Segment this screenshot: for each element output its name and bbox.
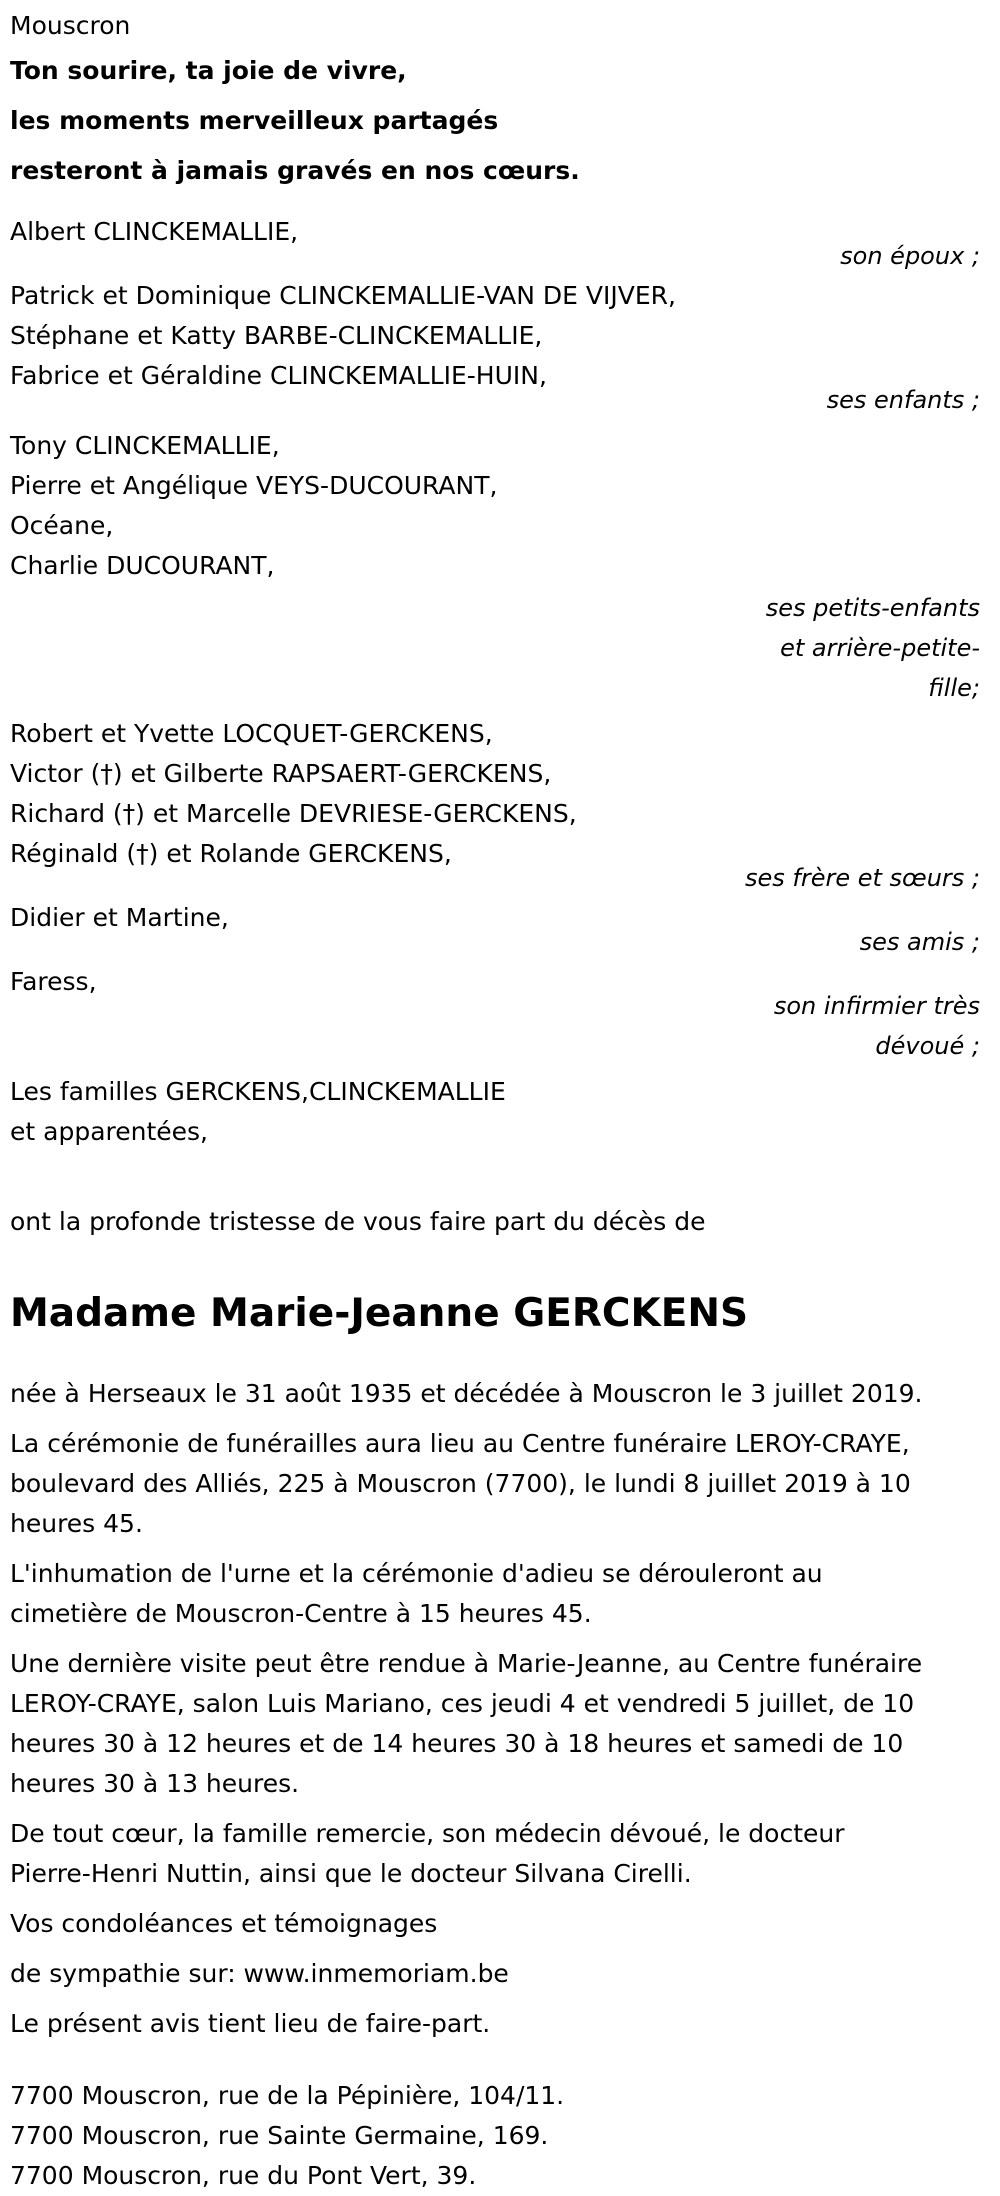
family-name: et apparentées, xyxy=(10,1117,208,1146)
obituary-page xyxy=(0,6,1000,2190)
inhumation-paragraph xyxy=(10,1554,990,1634)
family-name: Robert et Yvette LOCQUET-GERCKENS, xyxy=(10,719,493,748)
address-list xyxy=(10,2076,990,2196)
family-name: Richard (†) et Marcelle DEVRIESE-GERCKENS, xyxy=(10,799,577,828)
relation-label: ses amis ; xyxy=(859,928,980,956)
deceased-name: Madame Marie-Jeanne GERCKENS xyxy=(10,1291,749,1336)
relation-label: ses frère et sœurs ; xyxy=(744,864,980,892)
paragraph-line: heures 30 à 13 heures. xyxy=(10,1769,300,1798)
thanks-paragraph xyxy=(10,1814,990,1894)
family-name: Didier et Martine, xyxy=(10,903,229,932)
paragraph-line: heures 30 à 12 heures et de 14 heures 30 à 18 heures et samedi de 10 xyxy=(10,1729,904,1758)
family-siblings xyxy=(10,714,990,898)
address-line: 7700 Mouscron, rue Sainte Germaine, 169. xyxy=(10,2121,549,2150)
family-name: Réginald (†) et Rolande GERCKENS, xyxy=(10,839,452,868)
paragraph-line: cimetière de Mouscron-Centre à 15 heures 45. xyxy=(10,1599,592,1628)
family-name: Stéphane et Katty BARBE-CLINCKEMALLIE, xyxy=(10,321,543,350)
relation-label xyxy=(10,588,990,708)
family-name: Tony CLINCKEMALLIE, xyxy=(10,431,280,460)
paragraph-line: La cérémonie de funérailles aura lieu au Centre funéraire LEROY-CRAYE, xyxy=(10,1429,910,1458)
ceremony-paragraph xyxy=(10,1424,990,1544)
family-children xyxy=(10,276,990,420)
address-line: 7700 Mouscron, rue du Pont Vert, 39. xyxy=(10,2161,477,2190)
announcement-text: ont la profonde tristesse de vous faire part du décès de xyxy=(10,1207,706,1236)
relation-label xyxy=(10,986,990,1066)
relation-line: et arrière-petite- xyxy=(780,634,980,662)
family-spouse xyxy=(10,212,990,276)
relation-line: fille; xyxy=(928,674,980,702)
family-grandchildren xyxy=(10,426,990,708)
paragraph-line: LEROY-CRAYE, salon Luis Mariano, ces jeudi 4 et vendredi 5 juillet, de 10 xyxy=(10,1689,915,1718)
condolences-website-line: de sympathie sur: www.inmemoriam.be xyxy=(10,1959,509,1988)
relation-label: ses enfants ; xyxy=(826,386,980,414)
motto-line: Ton sourire, ta joie de vivre, xyxy=(10,56,407,85)
relation-line: son infirmier très xyxy=(773,992,980,1020)
motto-line: les moments merveilleux partagés xyxy=(10,106,499,135)
family-name: Patrick et Dominique CLINCKEMALLIE-VAN DE VIJVER, xyxy=(10,281,676,310)
family-name: Océane, xyxy=(10,511,114,540)
paragraph-line: Une dernière visite peut être rendue à Marie-Jeanne, au Centre funéraire xyxy=(10,1649,923,1678)
relation-line: dévoué ; xyxy=(875,1032,980,1060)
paragraph-line: boulevard des Alliés, 225 à Mouscron (7700), le lundi 8 juillet 2019 à 10 xyxy=(10,1469,911,1498)
birth-death-paragraph: née à Herseaux le 31 août 1935 et décédée à Mouscron le 3 juillet 2019. xyxy=(10,1379,923,1408)
motto xyxy=(10,46,990,196)
address-line: 7700 Mouscron, rue de la Pépinière, 104/11. xyxy=(10,2081,565,2110)
motto-line: resteront à jamais gravés en nos cœurs. xyxy=(10,156,580,185)
family-name: Pierre et Angélique VEYS-DUCOURANT, xyxy=(10,471,498,500)
paragraph-line: De tout cœur, la famille remercie, son médecin dévoué, le docteur xyxy=(10,1819,845,1848)
paragraph-line: L'inhumation de l'urne et la cérémonie d'adieu se dérouleront au xyxy=(10,1559,823,1588)
city-heading: Mouscron xyxy=(10,11,131,40)
family-name: Les familles GERCKENS,CLINCKEMALLIE xyxy=(10,1077,506,1106)
condolences-line: Vos condoléances et témoignages xyxy=(10,1909,438,1938)
family-friends xyxy=(10,898,990,962)
family-name: Fabrice et Géraldine CLINCKEMALLIE-HUIN, xyxy=(10,361,547,390)
relation-line: ses petits-enfants xyxy=(765,594,980,622)
family-extended xyxy=(10,1072,990,1152)
family-nurse xyxy=(10,962,990,1066)
family-name: Victor (†) et Gilberte RAPSAERT-GERCKENS, xyxy=(10,759,552,788)
family-name: Albert CLINCKEMALLIE, xyxy=(10,217,299,246)
paragraph-line: heures 45. xyxy=(10,1509,143,1538)
family-name: Faress, xyxy=(10,967,97,996)
paragraph-line: Pierre-Henri Nuttin, ainsi que le docteur Silvana Cirelli. xyxy=(10,1859,692,1888)
visit-paragraph xyxy=(10,1644,990,1804)
family-name: Charlie DUCOURANT, xyxy=(10,551,275,580)
relation-label: son époux ; xyxy=(840,242,980,270)
notice-line: Le présent avis tient lieu de faire-part. xyxy=(10,2009,491,2038)
